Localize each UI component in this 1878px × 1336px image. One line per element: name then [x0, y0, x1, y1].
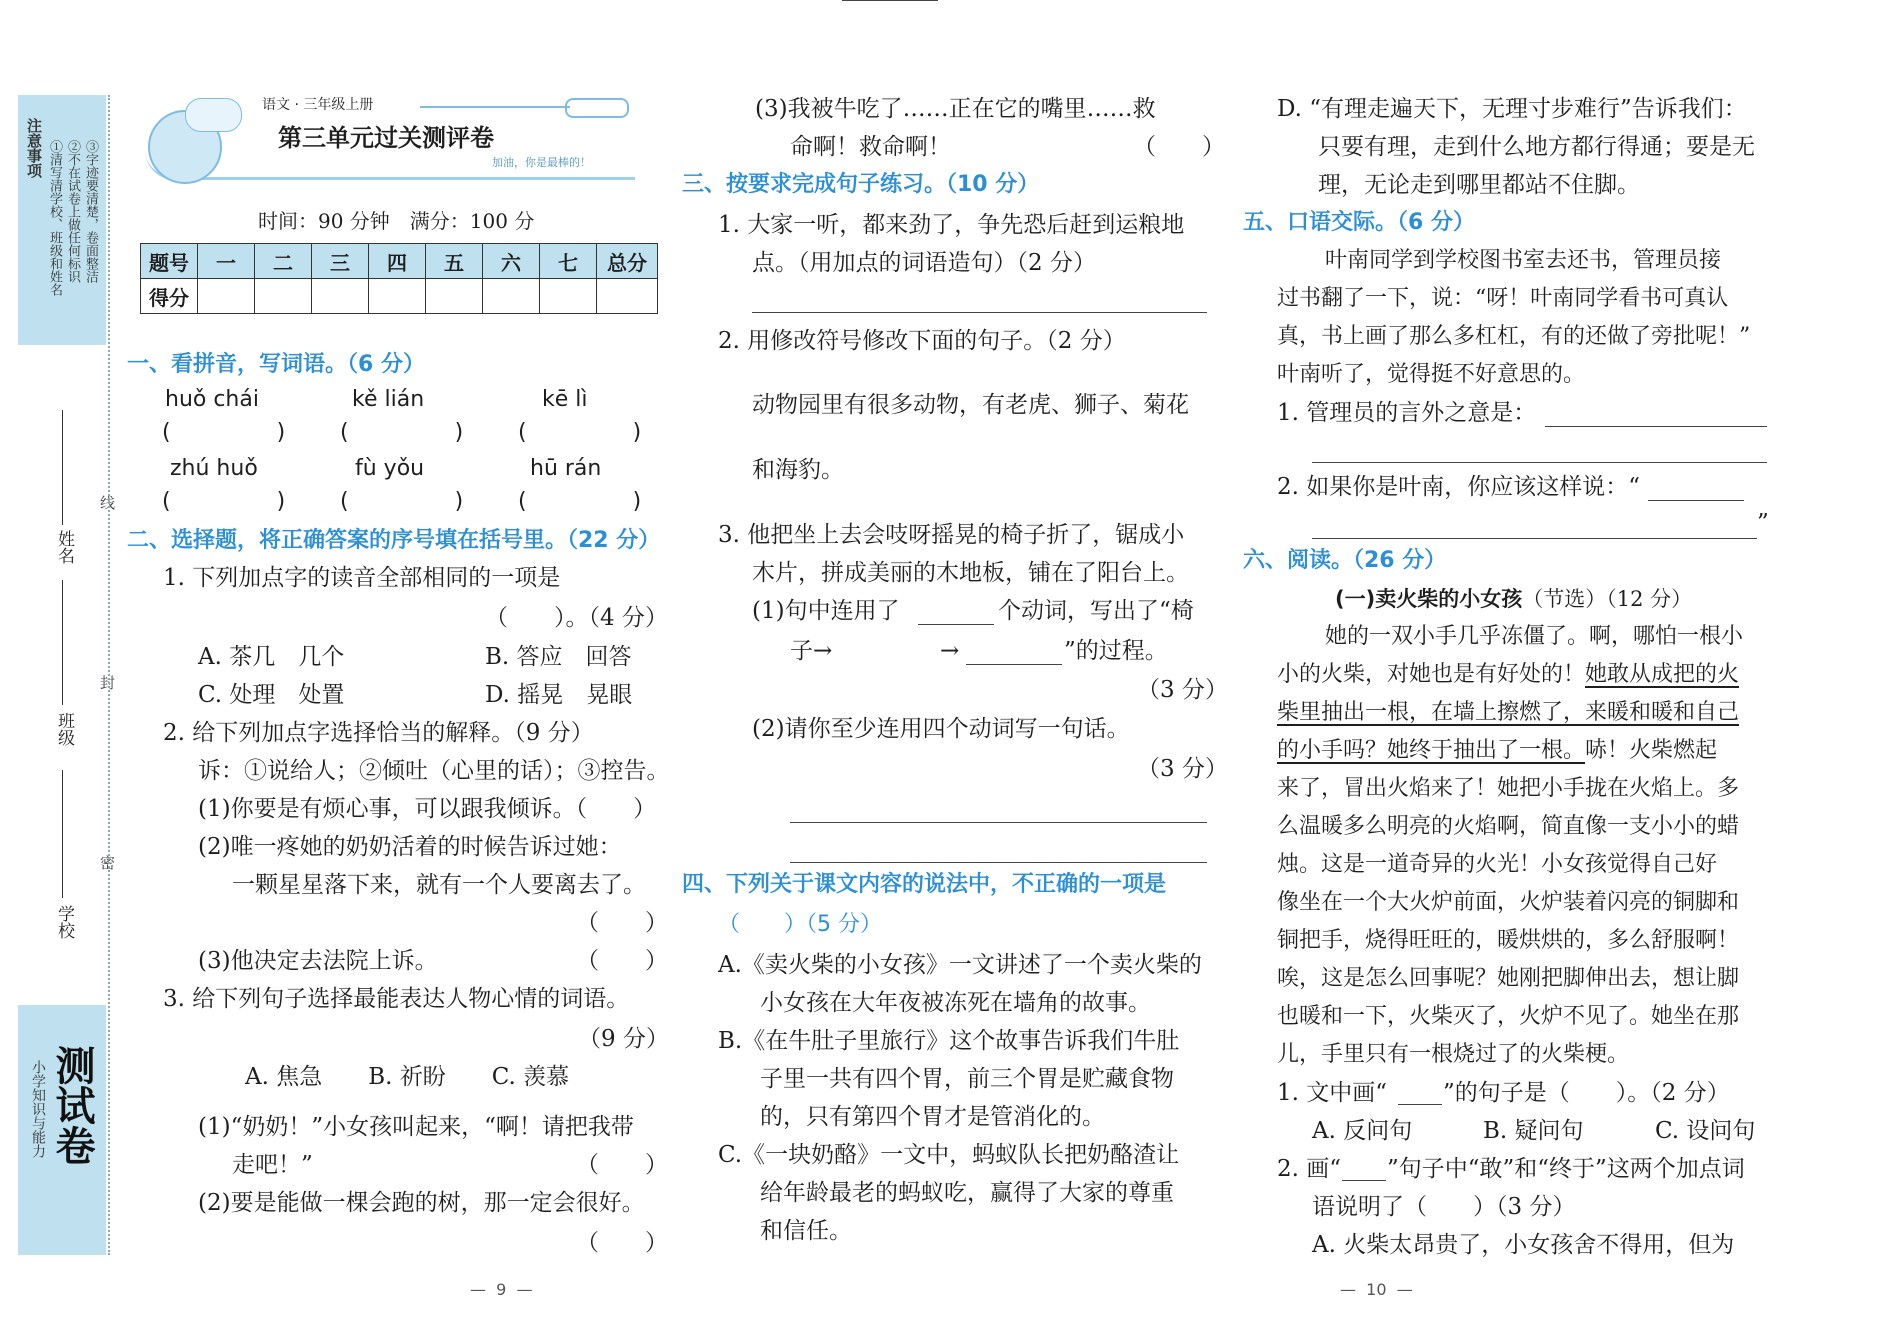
- question-text: 1. 文中画“: [1277, 1080, 1388, 1106]
- section-3-heading: 三、按要求完成句子练习。（10 分）: [682, 172, 1040, 197]
- score-input-cell[interactable]: [483, 279, 540, 314]
- pinyin-item: fù yǒu: [355, 456, 425, 481]
- option-text: 的，只有第四个胃才是管消化的。: [760, 1104, 1105, 1130]
- binding-note-2: ②不在试卷上做任何标识: [65, 140, 80, 283]
- question-text: 3. 他把坐上去会吱呀摇晃的椅子折了，锯成小: [718, 522, 1185, 548]
- option-text: D. “有理走遍天下，无理寸步难行”告诉我们：: [1277, 96, 1747, 122]
- score-cell: 总分: [597, 244, 658, 279]
- answer-paren[interactable]: （ ）。（4 分）: [485, 605, 668, 631]
- question-text: (2)要是能做一棵会跑的树，那一定会很好。: [198, 1190, 645, 1216]
- brand-small: 小学知识与能力: [30, 1060, 46, 1158]
- answer-line[interactable]: [1312, 538, 1757, 539]
- passage-text: [1277, 660, 1739, 690]
- answer-line[interactable]: [842, 0, 938, 1]
- score-table-score-row: [141, 279, 658, 314]
- passage-text-part: 哧！火柴燃起: [1585, 738, 1718, 763]
- option-text: B. 疑问句: [1483, 1118, 1584, 1144]
- answer-blank[interactable]: ( ): [340, 489, 474, 514]
- score-cell: 二: [255, 244, 312, 279]
- quote-end: ”: [1757, 510, 1769, 536]
- answer-paren[interactable]: （ ）: [576, 948, 668, 974]
- reading-subtitle: [1335, 584, 1692, 614]
- pinyin-item: huǒ chái: [165, 387, 259, 412]
- answer-blank[interactable]: ( ): [518, 489, 652, 514]
- score-input-cell[interactable]: [426, 279, 483, 314]
- score-cell: 题号: [141, 244, 198, 279]
- question-text: 一颗星星落下来，就有一个人要离去了。: [232, 872, 646, 898]
- section-1-heading: 一、看拼音，写词语。（6 分）: [127, 352, 425, 377]
- option-text: A. 焦急 B. 祈盼 C. 羡慕: [245, 1064, 570, 1090]
- passage-underlined: 柴里抽出一根，在墙上擦燃了，来暖和暖和自己: [1277, 700, 1740, 725]
- page-number-9: 9: [496, 1280, 507, 1299]
- answer-paren[interactable]: （ ）: [1133, 134, 1225, 160]
- score-input-cell[interactable]: [198, 279, 255, 314]
- header-deco-dots: [565, 98, 629, 118]
- question-text: (1)“奶奶！”小女孩叫起来，“啊！请把我带: [198, 1114, 634, 1140]
- page-title: 第三单元过关测评卷: [278, 124, 494, 152]
- passage-text: 真，书上画了那么多杠杠，有的还做了旁批呢！”: [1277, 324, 1751, 349]
- pinyin-item: zhú huǒ: [170, 456, 258, 481]
- field-school-line[interactable]: [62, 770, 63, 898]
- question-text: (3)他决定去法院上诉。: [198, 948, 438, 974]
- question-text: (1)你要是有烦心事，可以跟我倾诉。（ ）: [198, 796, 657, 822]
- option-text: D. 摇晃 晃眼: [485, 682, 633, 708]
- field-name-line[interactable]: [62, 410, 63, 525]
- sentence-text: 和海豹。: [752, 457, 844, 483]
- option-text: B.《在牛肚子里旅行》这个故事告诉我们牛肚: [718, 1028, 1180, 1054]
- page-number-10: 10: [1366, 1280, 1387, 1299]
- question-text: 2. 如果你是叶南，你应该这样说：“: [1277, 474, 1641, 500]
- passage-text: 儿，手里只有一根烧过了的火柴梗。: [1277, 1042, 1630, 1067]
- passage-text: 来了，冒出火焰来了！她把小手拢在火焰上。多: [1277, 776, 1740, 801]
- section-4-paren[interactable]: （ ）（5 分）: [718, 912, 882, 937]
- question-text: →: [940, 638, 960, 664]
- answer-paren[interactable]: （ ）: [576, 1152, 668, 1178]
- passage-text: 叶南同学到学校图书室去还书，管理员接: [1325, 248, 1722, 273]
- passage-text: 唉，这是怎么回事呢？她刚把脚伸出去，想让脚: [1277, 966, 1740, 991]
- answer-blank[interactable]: ( ): [162, 420, 296, 445]
- page-number-right: — 10 —: [1340, 1280, 1413, 1299]
- section-2-heading: 二、选择题，将正确答案的序号填在括号里。（22 分）: [127, 528, 661, 553]
- score-note: （3 分）: [1137, 756, 1228, 782]
- underline-sample: [1342, 1180, 1386, 1181]
- answer-blank[interactable]: ( ): [340, 420, 474, 445]
- answer-paren[interactable]: （ ）: [576, 910, 668, 936]
- header-subject: 语文 · 三年级上册: [262, 97, 374, 113]
- question-text: 2. 给下列加点字选择恰当的解释。（9 分）: [163, 720, 594, 746]
- section-6-heading: 六、阅读。（26 分）: [1243, 548, 1447, 573]
- pinyin-item: kē lì: [542, 387, 588, 412]
- underline-sample: [1398, 1104, 1442, 1105]
- pinyin-item: hū rán: [530, 456, 602, 481]
- reading-title: (一)卖火柴的小女孩: [1335, 587, 1523, 611]
- question-text: ”的句子是（ ）。（2 分）: [1443, 1080, 1730, 1106]
- score-cell: 五: [426, 244, 483, 279]
- question-text: 木片，拼成美丽的木地板，铺在了阳台上。: [752, 560, 1189, 586]
- passage-text-part: 小的火柴，对她也是有好处的！: [1277, 662, 1586, 687]
- score-cell: 四: [369, 244, 426, 279]
- passage-text: 烛。这是一道奇异的火光！小女孩觉得自己好: [1277, 852, 1718, 877]
- score-cell: 六: [483, 244, 540, 279]
- score-input-cell[interactable]: [255, 279, 312, 314]
- field-class-label: 班级: [54, 712, 74, 746]
- score-table: [140, 243, 658, 314]
- seal-mark-line: 线: [98, 495, 116, 510]
- binding-notes-label: 注意事项: [25, 118, 43, 178]
- answer-line[interactable]: [918, 624, 994, 625]
- score-input-cell[interactable]: [597, 279, 658, 314]
- cloud-icon: [185, 98, 242, 132]
- question-text: 子→: [790, 638, 833, 664]
- page-number-left: — 9 —: [470, 1280, 533, 1299]
- score-cell: 一: [198, 244, 255, 279]
- passage-text: 也暖和一下，火柴灭了，火炉不见了。她坐在那: [1277, 1004, 1740, 1029]
- passage-text: 像坐在一个大火炉前面，火炉装着闪亮的铜脚和: [1277, 890, 1740, 915]
- question-text: 2. 用修改符号修改下面的句子。（2 分）: [718, 328, 1126, 354]
- question-text: 走吧！”: [232, 1152, 313, 1178]
- seal-mark-secret: 密: [98, 855, 116, 870]
- passage-text: 她的一双小手几乎冻僵了。啊，哪怕一根小: [1325, 624, 1744, 649]
- question-text: 命啊！救命啊！: [790, 134, 951, 160]
- option-text: C. 设问句: [1655, 1118, 1756, 1144]
- passage-text: 叶南听了，觉得挺不好意思的。: [1277, 362, 1586, 387]
- passage-underlined: 的小手吗？她终于抽出了一根。: [1277, 738, 1586, 763]
- answer-blank[interactable]: ( ): [518, 420, 652, 445]
- option-text: C. 处理 处置: [198, 682, 345, 708]
- question-text: 1. 大家一听，都来劲了，争先恐后赶到运粮地: [718, 212, 1185, 238]
- passage-text: 过书翻了一下，说：“呀！叶南同学看书可真认: [1277, 286, 1729, 311]
- answer-line[interactable]: [790, 862, 1207, 863]
- option-text: A. 反问句: [1312, 1118, 1413, 1144]
- score-input-cell[interactable]: [540, 279, 597, 314]
- option-text: A. 火柴太昂贵了，小女孩舍不得用，但为: [1312, 1232, 1735, 1258]
- answer-blank[interactable]: ( ): [162, 489, 296, 514]
- score-input-cell[interactable]: [369, 279, 426, 314]
- answer-line[interactable]: [1648, 500, 1744, 501]
- question-text: 点。（用加点的词语造句）（2 分）: [752, 250, 1096, 276]
- option-text: A. 茶几 几个: [198, 644, 345, 670]
- time-info: 时间：90 分钟 满分：100 分: [258, 209, 535, 233]
- section-4-heading: 四、下列关于课文内容的说法中，不正确的一项是: [682, 872, 1167, 897]
- header-slogan: 加油，你是最棒的！: [492, 156, 591, 169]
- answer-line[interactable]: [1312, 462, 1767, 463]
- pinyin-item: kě lián: [352, 387, 425, 412]
- answer-line[interactable]: [752, 312, 1207, 313]
- option-text: 和信任。: [760, 1218, 852, 1244]
- brand-big: 测试卷: [49, 1045, 95, 1165]
- question-text: 个动词，写出了“椅: [998, 598, 1194, 624]
- answer-paren[interactable]: （ ）: [576, 1230, 668, 1256]
- question-text: ”的过程。: [1064, 638, 1168, 664]
- question-text: ”句子中“敢”和“终于”这两个加点词: [1387, 1156, 1745, 1182]
- score-note: （9 分）: [578, 1026, 669, 1052]
- option-text: C.《一块奶酪》一文中，蚂蚁队长把奶酪渣让: [718, 1142, 1180, 1168]
- header-deco-line: [420, 106, 570, 108]
- question-text: 1. 下列加点字的读音全部相同的一项是: [163, 565, 561, 591]
- score-cell: 三: [312, 244, 369, 279]
- binding-note-1: ①清写清学校、班级和姓名: [47, 140, 62, 296]
- question-text: (2)请你至少连用四个动词写一句话。: [752, 716, 1130, 742]
- passage-underlined: 她敢从成把的火: [1585, 662, 1740, 687]
- section-5-heading: 五、口语交际。（6 分）: [1243, 210, 1475, 235]
- question-text: (2)唯一疼她的奶奶活着的时候告诉过她：: [198, 834, 622, 860]
- question-text: (3)我被牛吃了……正在它的嘴里……救: [755, 96, 1156, 122]
- answer-line[interactable]: [1545, 426, 1767, 427]
- field-class-line[interactable]: [62, 580, 63, 705]
- option-text: 只要有理，走到什么地方都行得通；要是无: [1318, 134, 1755, 160]
- answer-line[interactable]: [966, 664, 1062, 665]
- passage-text: 么温暖多么明亮的火焰啊，简直像一支小小的蜡: [1277, 814, 1740, 839]
- question-text: 语说明了（ ）（3 分）: [1312, 1194, 1576, 1220]
- option-text: A.《卖火柴的小女孩》一文讲述了一个卖火柴的: [718, 952, 1202, 978]
- field-school-label: 学校: [54, 905, 74, 939]
- score-cell: 七: [540, 244, 597, 279]
- seal-mark-seal: 封: [98, 675, 116, 690]
- score-cell: 得分: [141, 279, 198, 314]
- definition-text: 诉：①说给人；②倾吐（心里的话）；③控告。: [198, 758, 670, 784]
- answer-line[interactable]: [790, 822, 1207, 823]
- question-text: (1)句中连用了: [752, 598, 900, 624]
- binding-note-3: ③字迹要清楚，卷面整洁: [83, 140, 98, 283]
- score-table-header-row: [141, 244, 658, 279]
- reading-title-note: （节选）（12 分）: [1522, 587, 1693, 611]
- passage-text: 铜把手，烧得旺旺的，暖烘烘的，多么舒服啊！: [1277, 928, 1740, 953]
- sentence-text: 动物园里有很多动物，有老虎、狮子、菊花: [752, 392, 1189, 418]
- binding-dotted-line: [108, 95, 110, 1255]
- score-input-cell[interactable]: [312, 279, 369, 314]
- option-text: 小女孩在大年夜被冻死在墙角的故事。: [760, 990, 1151, 1016]
- question-text: 1. 管理员的言外之意是：: [1277, 400, 1537, 426]
- option-text: 给年龄最老的蚂蚁吃，赢得了大家的尊重: [760, 1180, 1174, 1206]
- score-note: （3 分）: [1137, 677, 1228, 703]
- question-text: 2. 画“: [1277, 1156, 1342, 1182]
- field-name-label: 姓名: [54, 530, 74, 564]
- option-text: 子里一共有四个胃，前三个胃是贮藏食物: [760, 1066, 1174, 1092]
- question-text: 3. 给下列句子选择最能表达人物心情的词语。: [163, 986, 630, 1012]
- option-text: B. 答应 回答: [485, 644, 632, 670]
- passage-text: [1277, 736, 1717, 766]
- option-text: 理，无论走到哪里都站不住脚。: [1318, 172, 1640, 198]
